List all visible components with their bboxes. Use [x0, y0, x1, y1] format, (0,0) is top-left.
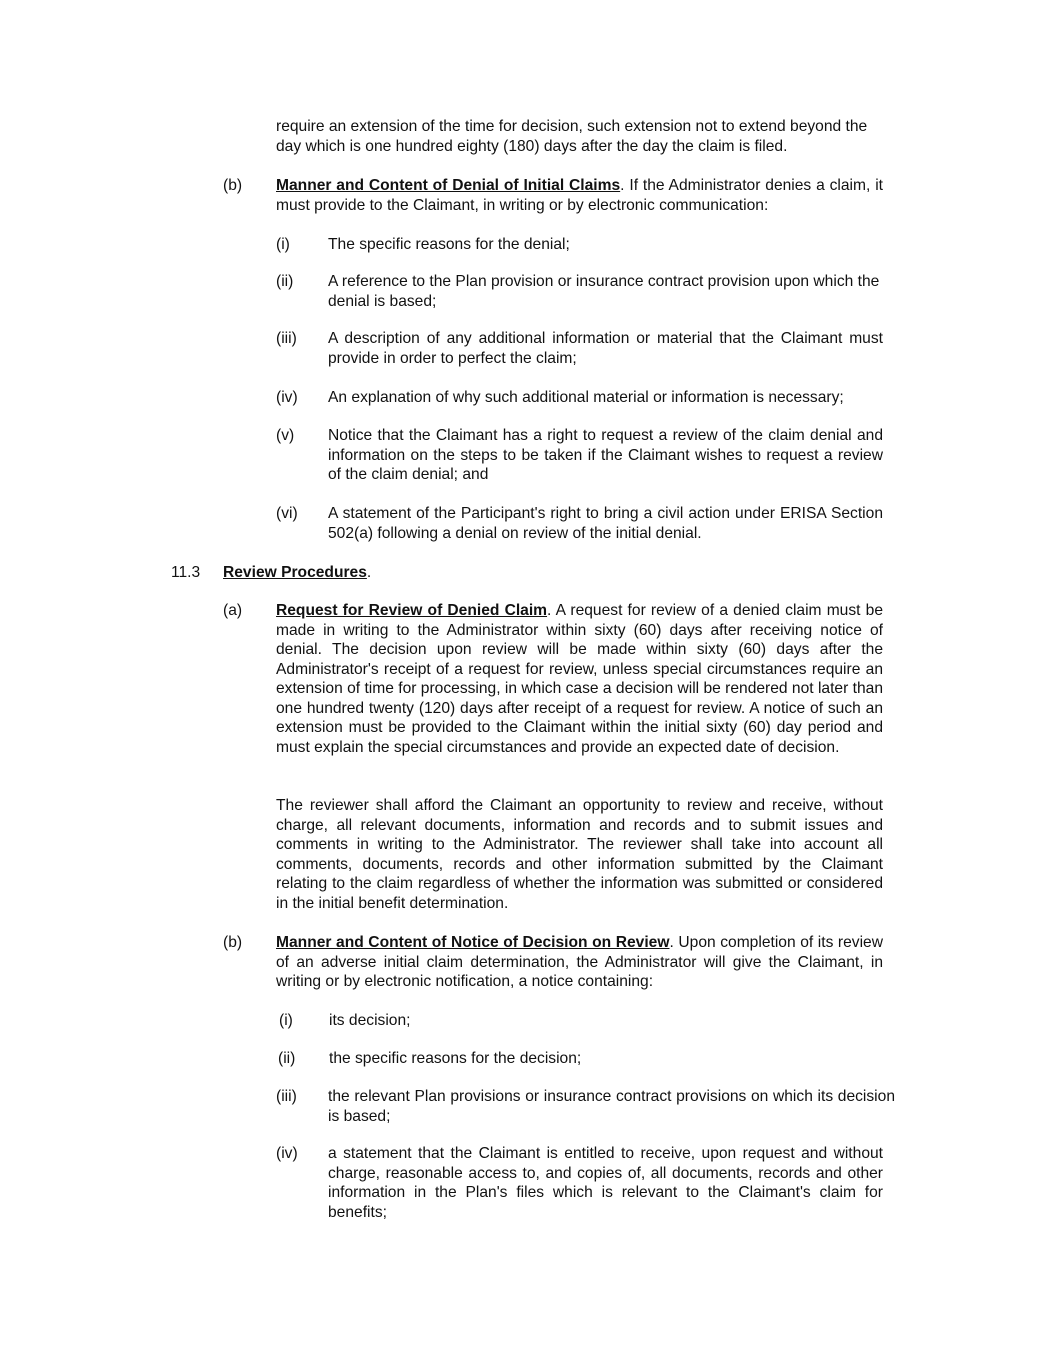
section-title [223, 563, 371, 583]
notice-item-label: (ii) [278, 1050, 296, 1067]
denial-item-text: An explanation of why such additional material or information is necessary; [328, 389, 844, 406]
denial-item-label: (v) [276, 427, 295, 444]
denial-item-text: A description of any additional information or material that the Claimant must provide in order to perfect the claim; [328, 330, 883, 367]
request-section-paragraph-2: The reviewer shall afford the Claimant an opportunity to review and receive, without charge, all relevant documents, information and records and to submit issues and comments in writing to the Administrator. The reviewer shall take into account all comments, documents, records and other information submitted by the Claimant relating to the claim regardless of whether the information was submitted or considered in the initial benefit determination. [276, 797, 883, 912]
section-number: 11.3 [171, 564, 201, 581]
section-title-suffix: . [366, 564, 372, 581]
notice-item-label: (i) [279, 1012, 293, 1029]
denial-item-label: (i) [276, 236, 290, 253]
notice-item-label: (iii) [276, 1088, 297, 1105]
notice-item-text: the relevant Plan provisions or insurance contract provisions on which its decision is based; [328, 1088, 895, 1125]
denial-item-label: (ii) [276, 273, 294, 290]
notice-section-paragraph [276, 933, 883, 992]
denial-item-text: A reference to the Plan provision or insurance contract provision upon which the denial is based; [328, 273, 880, 310]
notice-item-text: a statement that the Claimant is entitled to receive, upon request and without charge, reasonable access to, and copies of, all documents, records and other information in the Plan's files which is relevant to the Claimant's claim for benefits; [328, 1145, 883, 1221]
request-section-text: . A request for review of a denied claim must be made in writing to the Administrator within sixty (60) days after receiving notice of denial. The decision upon review will be made within sixty (60) days after the Administrator's receipt of a request for review, unless special circumstances require an extension of time for processing, in which case a decision will be rendered not later than one hundred twenty (120) days after receipt of a request for review. A notice of such an extension must be provided to the Claimant within the initial sixty (60) day period and must explain the special circumstances and provide an expected date of decision. [276, 602, 883, 756]
denial-section-paragraph [276, 176, 883, 215]
denial-section-intro: . If the Administrator denies a claim, it must provide to the Claimant, in writing or by electronic communication: [276, 177, 883, 214]
request-section-heading: Request for Review of Denied Claim [276, 602, 548, 619]
request-section-paragraph [276, 601, 883, 757]
notice-section-intro: . Upon completion of its review of an adverse initial claim determination, the Administrator will give the Claimant, in writing or by electronic notification, a notice containing: [276, 934, 883, 990]
continuation-paragraph: require an extension of the time for decision, such extension not to extend beyond the day which is one hundred eighty (180) days after the day the claim is filed. [276, 118, 868, 155]
notice-item-text: the specific reasons for the decision; [329, 1050, 582, 1067]
denial-item-label: (iii) [276, 330, 297, 347]
denial-item-label: (iv) [276, 389, 298, 406]
notice-section-label: (b) [223, 934, 243, 951]
denial-item-label: (vi) [276, 505, 298, 522]
denial-item-text: A statement of the Participant's right to bring a civil action under ERISA Section 502(a) following a denial on review of the initial denial. [328, 505, 883, 542]
denial-item-text: The specific reasons for the denial; [328, 236, 570, 253]
denial-section-label: (b) [223, 177, 243, 194]
notice-item-text: its decision; [329, 1012, 411, 1029]
denial-section-heading: Manner and Content of Denial of Initial Claims [276, 177, 621, 194]
request-section-label: (a) [223, 602, 243, 619]
notice-section-heading: Manner and Content of Notice of Decision on Review [276, 934, 670, 951]
notice-item-label: (iv) [276, 1145, 298, 1162]
denial-item-text: Notice that the Claimant has a right to request a review of the claim denial and information on the steps to be taken if the Claimant wishes to request a review of the claim denial; and [328, 427, 883, 483]
section-title-text: Review Procedures [223, 564, 367, 581]
